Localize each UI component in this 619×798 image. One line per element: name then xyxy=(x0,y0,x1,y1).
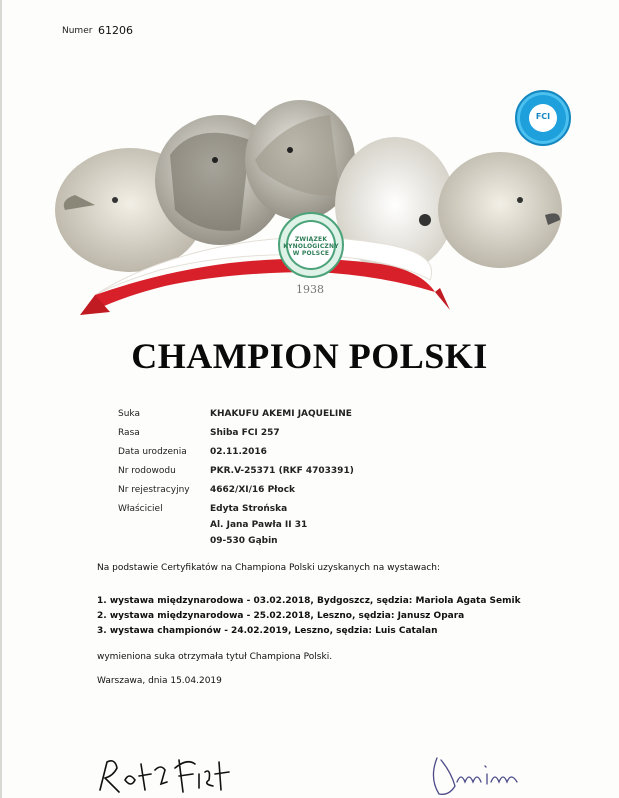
dog-illustration-5 xyxy=(438,152,562,268)
shows-list xyxy=(97,596,521,641)
detail-row-breed xyxy=(118,428,354,447)
seal-year: 1938 xyxy=(296,283,324,296)
dog-details xyxy=(118,409,354,552)
result-text: wymieniona suka otrzymała tytuł Championa Polski. xyxy=(97,652,333,662)
owner-label: Właściciel xyxy=(118,504,163,514)
certificate-title: CHAMPION POLSKI xyxy=(131,336,488,376)
detail-row-registration xyxy=(118,485,354,504)
detail-value: KHAKUFU AKEMI JAQUELINE xyxy=(210,409,352,419)
fci-label: FCI xyxy=(535,112,551,121)
detail-row-pedigree xyxy=(118,466,354,485)
detail-label: Nr rejestracyjny xyxy=(118,485,190,495)
show-item: 3. wystawa championów - 24.02.2019, Leszno, sędzia: Luis Catalan xyxy=(97,626,438,636)
detail-label: Suka xyxy=(118,409,140,419)
detail-label: Rasa xyxy=(118,428,140,438)
intro-text: Na podstawie Certyfikatów na Championa Polski uzyskanych na wystawach: xyxy=(97,563,441,573)
detail-row-sex xyxy=(118,409,354,428)
fci-logo-center xyxy=(529,104,557,132)
seal-label: ZWIĄZEK KYNOLOGICZNY W POLSCE xyxy=(283,236,339,257)
detail-value: 4662/XI/16 Płock xyxy=(210,485,296,495)
owner-city: 09-530 Gąbin xyxy=(210,536,278,546)
show-item: 1. wystawa międzynarodowa - 03.02.2018, Bydgoszcz, sędzia: Mariola Agata Semik xyxy=(97,596,521,606)
zkwp-seal xyxy=(278,212,344,278)
owner-value xyxy=(210,504,307,552)
detail-value: Shiba FCI 257 xyxy=(210,428,280,438)
fci-logo xyxy=(515,90,571,146)
detail-label: Nr rodowodu xyxy=(118,466,176,476)
number-value: 61206 xyxy=(98,24,133,37)
number-label: Numer xyxy=(62,26,93,36)
show-item: 2. wystawa międzynarodowa - 25.02.2018, Leszno, sędzia: Janusz Opara xyxy=(97,611,465,621)
signature-right xyxy=(425,752,535,798)
owner-name: Edyta Strońska xyxy=(210,504,288,514)
detail-value: PKR.V-25371 (RKF 4703391) xyxy=(210,466,354,476)
place-date: Warszawa, dnia 15.04.2019 xyxy=(97,676,222,686)
detail-row-birth-date xyxy=(118,447,354,466)
detail-value: 02.11.2016 xyxy=(210,447,267,457)
owner-street: Al. Jana Pawła II 31 xyxy=(210,520,308,530)
signature-left xyxy=(95,750,255,798)
detail-row-owner xyxy=(118,504,354,552)
certificate-number xyxy=(62,24,133,37)
detail-label: Data urodzenia xyxy=(118,447,187,457)
